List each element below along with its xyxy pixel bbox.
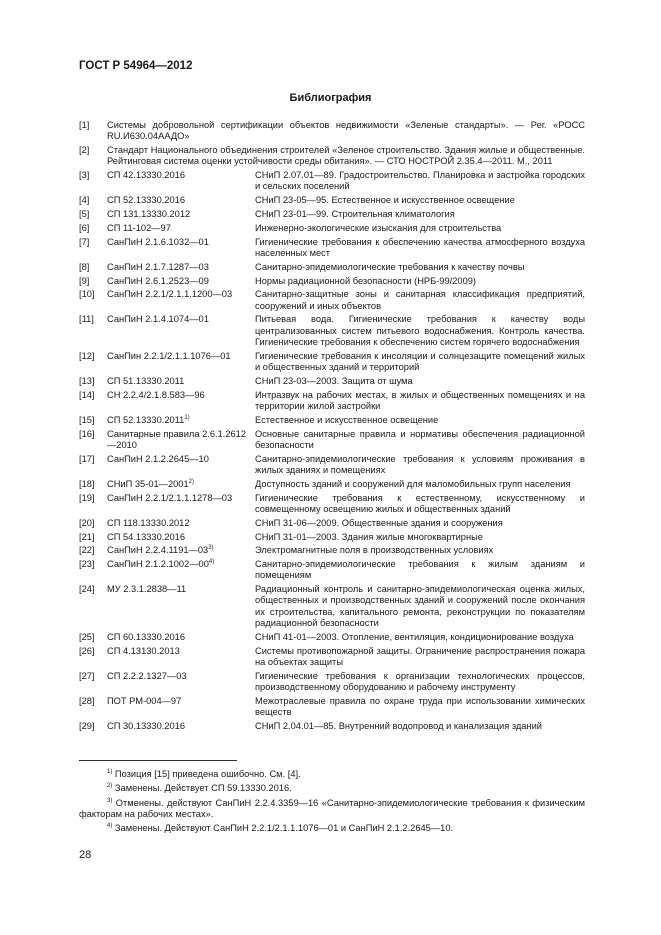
entry-number: [9]: [79, 275, 90, 286]
entry-description: Системы противопожарной защиты. Ограничение распространения пожара на объектах защиты: [255, 645, 585, 667]
footnote-divider: [79, 760, 237, 761]
entry-number: [18]: [79, 478, 95, 489]
entry-description: Гигиенические требования к обеспечению качества атмосферного воздуха населенных мест: [255, 236, 585, 258]
entry-code-text: ПОТ РМ-004—97: [107, 695, 182, 706]
entry-description: Нормы радиационной безопасности (НРБ-99/2009): [255, 275, 477, 286]
entry-code: [107, 479, 255, 490]
bibliography-entry: [79, 454, 585, 477]
footnote-marker: 2): [188, 478, 194, 485]
bibliography-entry: [79, 262, 585, 273]
entry-code: [107, 454, 255, 477]
entry-description: СНиП 2.07.01—89. Градостроительство. Планировка и застройка городских и сельских поселений: [255, 170, 585, 192]
entry-code: [107, 314, 255, 348]
entry-number: [20]: [79, 517, 95, 528]
entry-number: [16]: [79, 428, 95, 439]
footnote-marker: 1): [184, 414, 190, 421]
entry-code-text: СП 30.13330.2016: [107, 720, 186, 731]
bibliography-entry: [79, 223, 585, 234]
entry-code: [107, 671, 255, 694]
footnote: [79, 783, 585, 794]
bibliography-list: [79, 120, 585, 735]
entry-code-text: СП 42.13330.2016: [107, 170, 186, 181]
entry-code-text: СанПиН 2.1.7.1287—03: [107, 261, 209, 272]
footnote-text: Позиция [15] приведена ошибочно. См. [4].: [112, 769, 301, 779]
entry-code: [107, 237, 255, 260]
entry-number: [7]: [79, 236, 90, 247]
entry-number: [28]: [79, 695, 95, 706]
entry-code: [107, 518, 255, 529]
entry-code-text: СП 51.13330.2011: [107, 375, 185, 386]
bibliography-entry: [79, 209, 585, 220]
entry-description: СНиП 41-01—2003. Отопление, вентиляция, кондиционирование воздуха: [255, 631, 574, 642]
entry-number: [10]: [79, 289, 95, 300]
bibliography-entry: [79, 237, 585, 260]
bibliography-entry: [79, 314, 585, 348]
bibliography-entry: [79, 429, 585, 452]
entry-number: [27]: [79, 670, 95, 681]
entry-description: СНиП 2.04.01—85. Внутренний водопровод и канализация зданий: [255, 720, 542, 731]
entry-code-text: СП 2.2.2.1327—03: [107, 670, 187, 681]
page-number: 28: [79, 849, 92, 861]
entry-number: [2]: [79, 145, 90, 156]
entry-code: [107, 559, 255, 582]
bibliography-entry: [79, 145, 585, 168]
entry-number: [11]: [79, 314, 94, 325]
entry-description: Естественное и искусственное освещение: [255, 414, 439, 425]
entry-description: Питьевая вода. Гигиенические требования к качеству воды централизованных систем питьевого водоснабжения. Контроль качества. Гигиенические требования к обеспечению систем горячего водоснабжения: [255, 314, 585, 348]
entry-code: [107, 376, 255, 387]
entry-number: [3]: [79, 170, 90, 181]
bibliography-entry: [79, 120, 585, 143]
entry-number: [17]: [79, 453, 95, 464]
bibliography-entry: [79, 518, 585, 529]
bibliography-entry: [79, 195, 585, 206]
bibliography-entry: [79, 671, 585, 694]
bibliography-entry: [79, 479, 585, 490]
entry-code-text: СП 52.13330.2016: [107, 195, 186, 206]
entry-number: [4]: [79, 195, 90, 206]
entry-code-text: СанПиН 2.2.4.1191—03: [107, 545, 209, 556]
footnote-text: Заменены. Действуют СанПиН 2.2.1/2.1.1.1076—01 и СанПиН 2.1.2.2645—10.: [112, 823, 454, 834]
entry-description: Санитарно-эпидемиологические требования к условиям проживания в жилых зданиях и помещениях: [255, 453, 585, 476]
footnote: [79, 798, 585, 821]
entry-code: [107, 584, 255, 629]
entry-code: [107, 632, 255, 643]
entry-text: Системы добровольной сертификации объектов недвижимости «Зеленые стандарты». — Рег. «РОСС RU.И630.04ААДО»: [107, 120, 585, 142]
entry-description: Санитарно-защитные зоны и санитарная классификация предприятий, сооружений и иных объектов: [255, 289, 585, 311]
entry-code-text: СП 11-102—97: [107, 222, 171, 233]
footnote-mark: 2): [107, 783, 113, 790]
entry-code-text: СП 52.13330.2011: [107, 414, 185, 425]
entry-description: Гигиенические требования к естественному, искусственному и совмещенному освещению жилых и общественных зданий: [255, 492, 585, 514]
bibliography-entry: [79, 351, 585, 374]
bibliography-entry: [79, 646, 585, 669]
entry-code: [107, 415, 255, 426]
entry-description: СНиП 23-03—2003. Защита от шума: [255, 375, 413, 386]
entry-code-text: СанПин 2.2.1/2.1.1.1076—01: [107, 350, 231, 361]
entry-code: [107, 721, 255, 732]
entry-code-text: СП 118.13330.2012: [107, 517, 190, 528]
entry-code: [107, 351, 255, 374]
entry-code-text: МУ 2.3.1.2838—11: [107, 584, 187, 595]
bibliography-entry: [79, 493, 585, 516]
entry-description: Гигиенические требования к организации технологических процессов, производственному оборудованию и рабочему инструменту: [255, 670, 585, 693]
entry-code: [107, 532, 255, 543]
document-header: ГОСТ Р 54964—2012: [79, 60, 193, 72]
bibliography-entry: [79, 696, 585, 719]
entry-description: Инженерно-экологические изыскания для строительства: [255, 222, 502, 233]
entry-code: [107, 289, 255, 312]
entry-description: Санитарно-эпидемиологические требования к качеству почвы: [255, 261, 525, 272]
entry-number: [24]: [79, 584, 95, 595]
entry-code: [107, 276, 255, 287]
entry-text: Стандарт Национального объединения строителей «Зеленое строительство. Здания жилые и общественные. Рейтинговая система оценки устойчивости среды обитания». — СТО НОСТРОЙ 2.35.4—2011. М., 2011: [107, 145, 585, 167]
entry-code: [107, 195, 255, 206]
entry-code-text: СанПиН 2.1.4.1074—01: [107, 314, 209, 325]
entry-code-text: СанПиН 2.1.2.2645—10: [107, 453, 209, 464]
entry-description: Электромагнитные поля в производственных условиях: [255, 545, 494, 556]
entry-number: [26]: [79, 645, 95, 656]
entry-description: СНиП 31-01—2003. Здания жилые многоквартирные: [255, 531, 483, 542]
entry-code-text: СП 131.13330.2012: [107, 209, 191, 220]
entry-description: Гигиенические требования к инсоляции и солнцезащите помещений жилых и общественных зданий и территорий: [255, 350, 585, 373]
entry-number: [21]: [79, 531, 95, 542]
entry-number: [22]: [79, 545, 95, 556]
entry-code-text: СанПиН 2.6.1.2523—09: [107, 275, 209, 286]
entry-number: [25]: [79, 631, 95, 642]
footnote-mark: 3): [107, 797, 113, 804]
section-title: Библиография: [289, 92, 372, 104]
entry-description: Санитарно-эпидемиологические требования к жилым зданиям и помещениям: [255, 559, 585, 581]
footnote-text: Заменены. Действует СП 59.13330.2016.: [112, 783, 292, 794]
bibliography-entry: [79, 170, 585, 193]
entry-code-text: СНиП 35-01—2001: [107, 478, 189, 489]
entry-code: [107, 696, 255, 719]
bibliography-entry: [79, 559, 585, 582]
entry-description: СНиП 23-05—95. Естественное и искусственное освещение: [255, 195, 515, 206]
entry-description: Межотраслевые правила по охране труда при использовании химических веществ: [255, 695, 585, 718]
bibliography-entry: [79, 545, 585, 556]
bibliography-entry: [79, 415, 585, 426]
bibliography-entry: [79, 276, 585, 287]
entry-code-text: СанПиН 2.1.6.1032—01: [107, 236, 209, 247]
bibliography-entry: [79, 376, 585, 387]
entry-description: Доступность зданий и сооружений для маломобильных групп населения: [255, 478, 571, 489]
footnotes: [79, 769, 585, 837]
entry-code-text: СН 2.2.4/2.1.8.583—96: [107, 389, 205, 400]
entry-code: [107, 429, 255, 452]
entry-code-text: СП 54.13330.2016: [107, 531, 186, 542]
footnote-text: Отменены. действуют СанПиН 2.2.4.3359—16 «Санитарно-эпидемиологические требования к физическим факторам на рабочих местах».: [79, 797, 585, 819]
entry-code-text: СанПиН 2.1.2.1002—00: [107, 559, 209, 570]
entry-number: [8]: [79, 261, 90, 272]
entry-code-text: СанПиН 2.2.1/2.1.1.1200—03: [107, 289, 233, 300]
footnote: [79, 823, 585, 834]
entry-description: Интразвук на рабочих местах, в жилых и общественных помещениях и на территории жилой застройки: [255, 389, 585, 412]
entry-code: [107, 646, 255, 669]
entry-code: [107, 545, 255, 556]
entry-number: [19]: [79, 492, 95, 503]
entry-number: [29]: [79, 720, 95, 731]
entry-code: [107, 390, 255, 413]
entry-code: [107, 493, 255, 516]
entry-code: [107, 262, 255, 273]
entry-number: [14]: [79, 389, 95, 400]
footnote: [79, 769, 585, 780]
entry-code: [107, 170, 255, 193]
entry-description: СНиП 31-06—2009. Общественные здания и сооружения: [255, 517, 503, 528]
footnote-mark: 1): [107, 768, 113, 775]
entry-number: [1]: [79, 120, 90, 130]
footnote-mark: 4): [107, 823, 113, 830]
entry-number: [5]: [79, 209, 90, 220]
entry-number: [6]: [79, 222, 90, 233]
footnote-marker: 3): [208, 545, 214, 552]
entry-code-text: Санитарные правила 2.6.1.2612—2010: [107, 428, 247, 450]
entry-description: СНиП 23-01—99. Строительная климатология: [255, 209, 455, 220]
bibliography-entry: [79, 390, 585, 413]
bibliography-entry: [79, 632, 585, 643]
entry-number: [23]: [79, 559, 95, 570]
bibliography-entry: [79, 289, 585, 312]
entry-number: [15]: [79, 414, 95, 425]
entry-code-text: СП 4.13130.2013: [107, 645, 180, 656]
bibliography-entry: [79, 584, 585, 629]
entry-code: [107, 223, 255, 234]
entry-code: [107, 209, 255, 220]
entry-code-text: СанПиН 2.2.1/2.1.1.1278—03: [107, 492, 233, 503]
entry-description: Радиационный контроль и санитарно-эпидемиологическая оценка жилых, общественных и производственных зданий и сооружений после окончания их строительства, капитального ремонта, реконструкции по показателям радиационной безопасности: [255, 584, 585, 629]
entry-number: [12]: [79, 350, 95, 361]
entry-description: Основные санитарные правила и нормативы обеспечения радиационной безопасности: [255, 428, 585, 450]
entry-code-text: СП 60.13330.2016: [107, 631, 186, 642]
bibliography-entry: [79, 532, 585, 543]
bibliography-entry: [79, 721, 585, 732]
footnote-marker: 4): [208, 559, 215, 565]
entry-number: [13]: [79, 375, 95, 386]
